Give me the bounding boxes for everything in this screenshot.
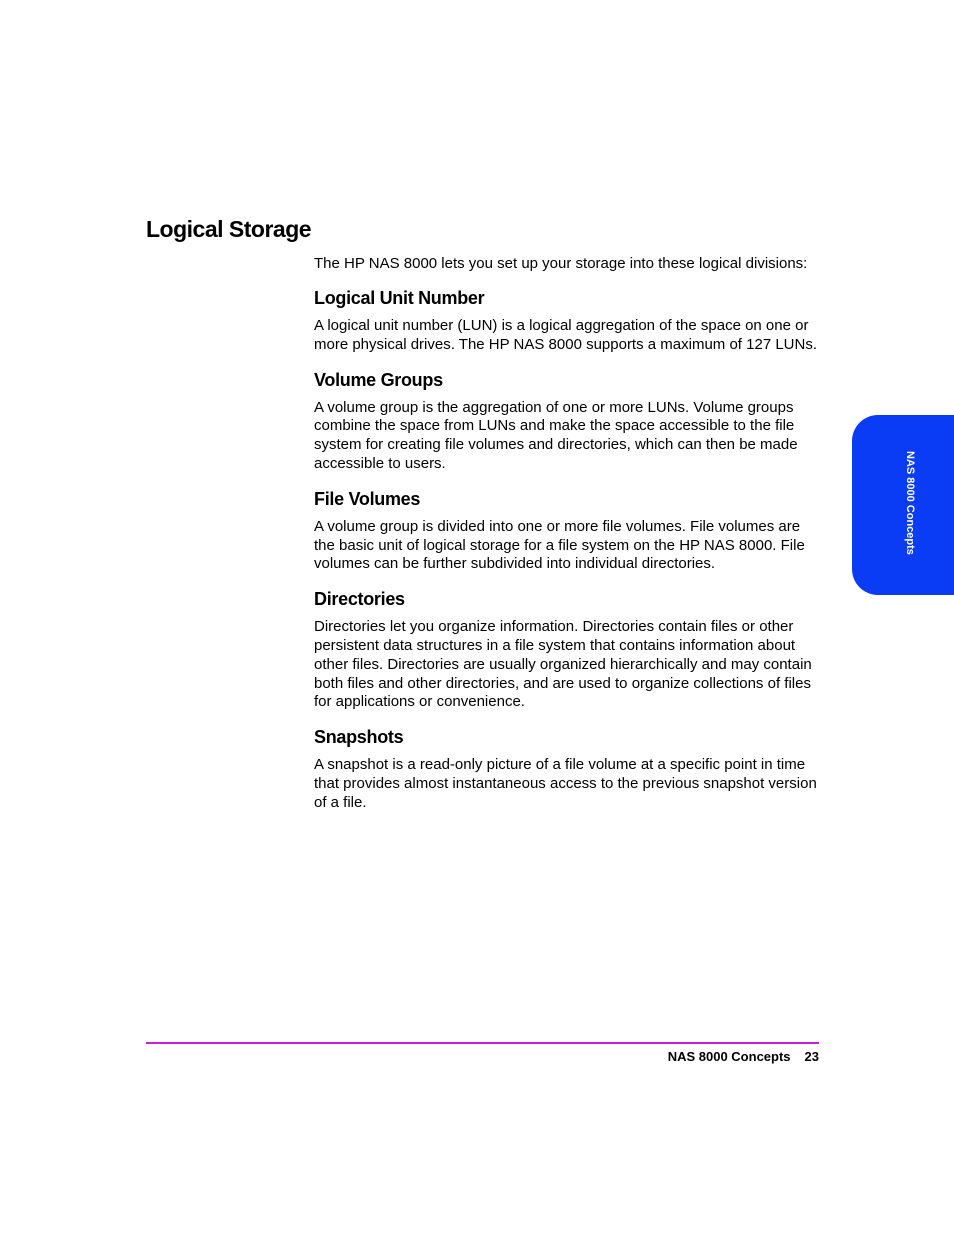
section-heading: Volume Groups — [314, 369, 443, 390]
section-heading: File Volumes — [314, 488, 421, 509]
footer-rule — [146, 1042, 819, 1044]
section-text: A volume group is divided into one or more file volumes. File volumes are the basic unit of logical storage for a file system on the HP NAS 8000. File volumes can be further subdivided into individual directories. — [314, 517, 805, 573]
section-heading: Logical Unit Number — [314, 288, 485, 308]
side-tab-label: NAS 8000 Concepts — [904, 451, 916, 555]
footer-chapter-title: NAS 8000 Concepts — [667, 1049, 791, 1064]
section-heading: Snapshots — [314, 727, 404, 748]
content-body — [314, 254, 820, 827]
section-volume-groups — [314, 369, 820, 474]
section-text: A logical unit number (LUN) is a logical aggregation of the space on one or more physical drives. The HP NAS 8000 supports a maximum of 127 LUNs. — [314, 317, 817, 353]
section-text: A volume group is the aggregation of one or more LUNs. Volume groups combine the space from LUNs and make the space accessible to the file system for creating file volumes and directories, which can then be made accessible to users. — [314, 398, 798, 472]
page-title: Logical Storage — [146, 216, 312, 242]
chapter-side-tab — [852, 415, 954, 595]
intro-paragraph: The HP NAS 8000 lets you set up your storage into these logical divisions: — [314, 255, 808, 272]
section-directories — [314, 588, 820, 712]
section-file-volumes — [314, 488, 820, 574]
section-text: Directories let you organize information. Directories contain files or other persistent data structures in a file system that contains information about other files. Directories are usually organized hierarchically and may contain both files and other directories, and are used to organize collections of files for applications or convenience. — [314, 618, 812, 711]
section-snapshots — [314, 726, 820, 812]
page-footer — [146, 1049, 819, 1064]
section-text: A snapshot is a read-only picture of a file volume at a specific point in time that provides almost instantaneous access to the previous snapshot version of a file. — [314, 756, 817, 811]
section-heading: Directories — [314, 589, 405, 610]
page-number: 23 — [804, 1049, 819, 1064]
section-logical-unit-number — [314, 287, 820, 355]
